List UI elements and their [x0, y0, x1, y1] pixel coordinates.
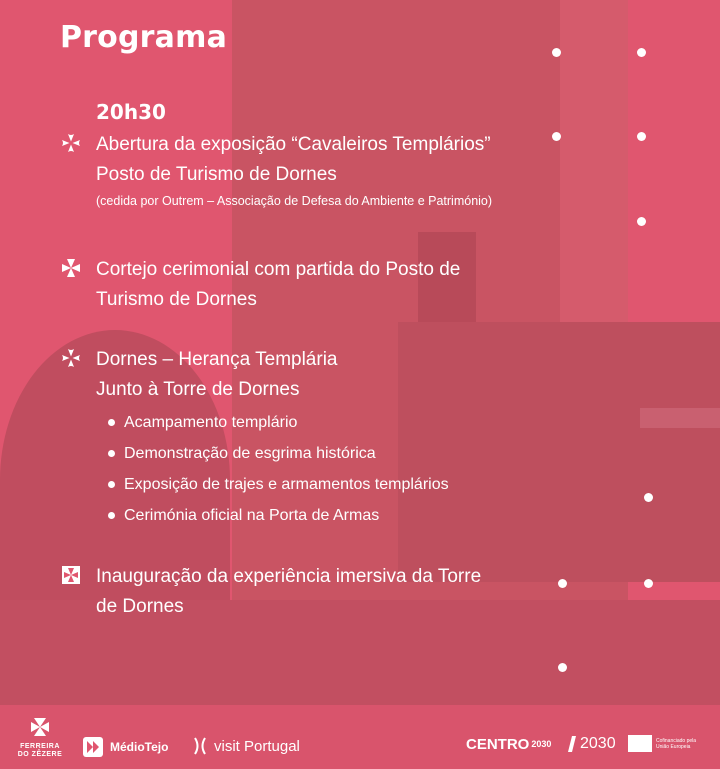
decorative-dot	[552, 132, 561, 141]
decorative-dot	[558, 663, 567, 672]
schedule-time: 20h30	[96, 100, 166, 124]
boxed-cross-icon	[60, 564, 82, 586]
decorative-dot	[637, 48, 646, 57]
eu-cofunding-logo: Cofinanciado pela União Europeia	[628, 735, 696, 752]
decorative-dot	[552, 48, 561, 57]
visit-portugal-icon	[192, 736, 208, 756]
item-line: Dornes – Herança Templária	[96, 349, 338, 370]
decorative-dot	[558, 579, 567, 588]
centro-2030-logo: CENTRO 2030	[466, 736, 552, 753]
bullet-icon	[108, 450, 115, 457]
decorative-dot	[637, 217, 646, 226]
portugal-2030-icon	[566, 734, 578, 754]
bullet-icon	[108, 419, 115, 426]
item-line: Cortejo cerimonial com partida do Posto de	[96, 259, 461, 280]
ferreira-do-zezere-logo: FERREIRA DO ZÊZERE	[14, 716, 66, 759]
ferreira-cross-icon	[14, 716, 66, 738]
templar-cross-icon	[60, 347, 82, 369]
item-line: Turismo de Dornes	[96, 289, 257, 310]
item-line: Junto à Torre de Dornes	[96, 379, 300, 400]
item-note: (cedida por Outrem – Associação de Defesa do Ambiente e Património)	[96, 194, 493, 208]
eu-flag-icon	[628, 735, 652, 752]
list-item: Acampamento templário	[96, 407, 449, 438]
bullet-icon	[108, 481, 115, 488]
list-item: Cerimónia oficial na Porta de Armas	[96, 500, 449, 531]
decorative-dot	[637, 132, 646, 141]
bullet-icon	[108, 512, 115, 519]
background-roof	[640, 408, 720, 428]
decorative-dot	[644, 493, 653, 502]
templar-cross-icon	[60, 132, 82, 154]
decorative-dot	[644, 579, 653, 588]
item-line: de Dornes	[96, 596, 184, 617]
list-item: Demonstração de esgrima histórica	[96, 438, 449, 469]
portugal-2030-logo: 2030	[566, 734, 616, 754]
mediotejo-logo: MédioTejo	[82, 736, 168, 758]
activity-list	[96, 407, 449, 531]
visit-portugal-logo: visit Portugal	[192, 736, 300, 756]
item-line: Abertura da exposição “Cavaleiros Templários”	[96, 134, 491, 155]
mediotejo-icon	[82, 736, 104, 758]
item-line: Posto de Turismo de Dornes	[96, 164, 337, 185]
list-item: Exposição de trajes e armamentos templários	[96, 469, 449, 500]
page-title: Programa	[60, 20, 228, 55]
maltese-cross-icon	[60, 257, 82, 279]
item-line: Inauguração da experiência imersiva da Torre	[96, 566, 482, 587]
